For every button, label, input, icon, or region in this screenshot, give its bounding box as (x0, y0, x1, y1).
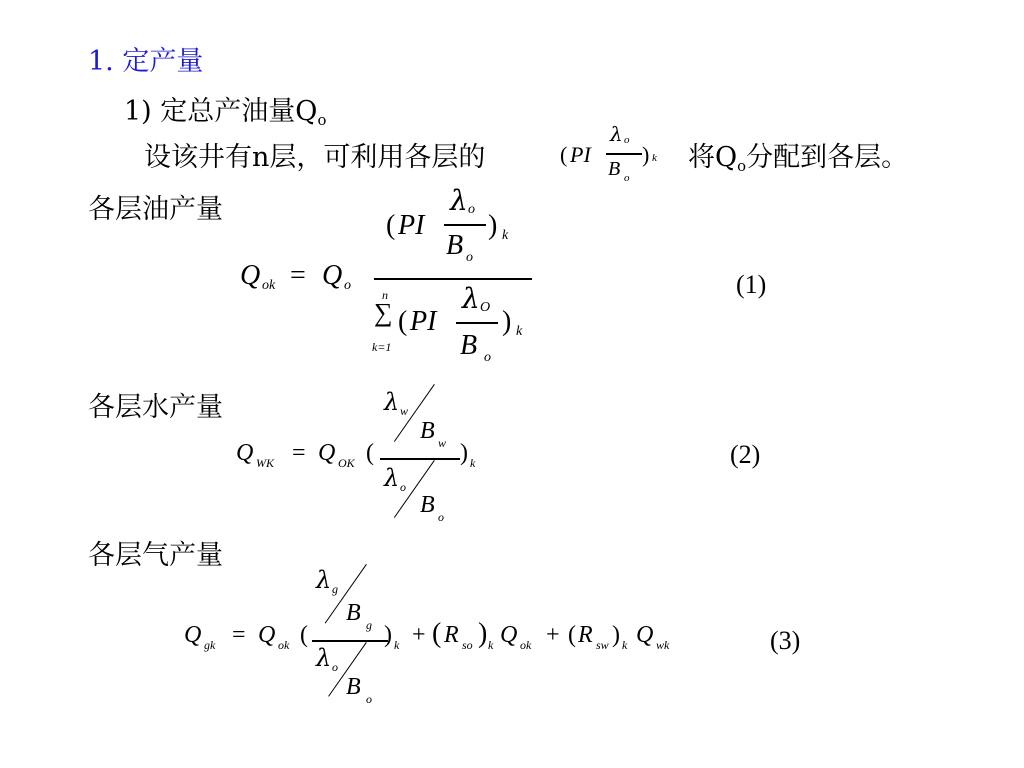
intro-suffix-text: 将Q (688, 142, 738, 173)
subscript: ok (262, 278, 276, 293)
subscript: o (484, 350, 491, 365)
b-symbol: B (420, 418, 435, 444)
lambda-symbol: λ (384, 464, 400, 492)
lambda-symbol: λ (316, 566, 332, 594)
subscript: OK (338, 456, 355, 470)
section-gas-label: 各层气产量 (88, 540, 223, 571)
b-symbol: B (446, 230, 464, 261)
main-fraction-bar (374, 278, 532, 280)
intro-suffix-subscript: o (737, 157, 747, 176)
sum-symbol: ∑ (374, 298, 393, 327)
subscript: ok (520, 638, 532, 652)
subscript: ok (278, 638, 290, 652)
intro-suffix-end: 分配到各层。 (746, 142, 909, 173)
lambda-symbol: λ (316, 644, 332, 672)
section-oil-label: 各层油产量 (88, 194, 223, 225)
q-symbol: Q (258, 622, 276, 648)
subscript: w (400, 404, 409, 418)
subscript: o (624, 172, 630, 184)
subscript: k (652, 152, 657, 164)
subscript: k (622, 638, 628, 652)
subscript: g (366, 618, 372, 632)
b-symbol: B (346, 600, 361, 626)
q-symbol: Q (240, 260, 261, 291)
subscript: k (502, 228, 509, 243)
lambda-symbol: λ (450, 184, 468, 217)
subscript: wk (656, 638, 670, 652)
q-symbol: Q (636, 622, 654, 648)
q-symbol: Q (322, 260, 343, 291)
subscript: k (488, 638, 494, 652)
subheading (124, 96, 326, 136)
lambda-symbol: λ (384, 388, 400, 416)
r-symbol: R (444, 622, 459, 648)
q-symbol: Q (318, 440, 336, 466)
subscript: k (516, 324, 523, 339)
q-symbol: Q (236, 440, 254, 466)
q-symbol: Q (500, 622, 518, 648)
equation-number-2: (2) (730, 440, 761, 469)
subscript: gk (204, 638, 216, 652)
subheading-subscript: o (317, 111, 327, 130)
pi-symbol: PI (570, 142, 591, 167)
subheading-text: 1) 定总产油量Q (124, 96, 318, 127)
subscript: WK (256, 456, 274, 470)
subscript: o (344, 278, 351, 293)
equation-water: Q WK = Q OK ( λ w B w λ o B o ) k (236, 382, 496, 522)
subscript: sw (596, 638, 609, 652)
fraction-bar (444, 224, 486, 226)
pi-symbol: PI (398, 210, 425, 241)
b-symbol: B (460, 330, 478, 361)
equation-oil: Q ok = Q o ( PI λ o B o ) k n ∑ k=1 ( PI λ O B o ) k (240, 180, 550, 370)
subscript: k (394, 638, 400, 652)
q-symbol: Q (184, 622, 202, 648)
subscript: w (438, 436, 447, 450)
intro-text: 设该井有n层，可利用各层的 (144, 142, 486, 173)
b-symbol: B (346, 674, 361, 700)
fraction-bar (456, 322, 498, 324)
intro-suffix (688, 142, 908, 182)
equation-number-1: (1) (736, 270, 767, 299)
subscript: o (400, 480, 406, 494)
subscript: o (466, 250, 473, 265)
lambda-symbol: λ (610, 122, 623, 146)
fraction-bar (606, 153, 642, 155)
subscript: o (468, 202, 475, 217)
main-fraction-bar (380, 458, 460, 460)
equation-number-3: (3) (770, 626, 801, 655)
lambda-symbol: λ (462, 282, 480, 315)
sum-upper-limit: n (382, 288, 388, 302)
subscript: O (480, 300, 491, 315)
section-water-label: 各层水产量 (88, 392, 223, 423)
subscript: so (462, 638, 473, 652)
subscript: o (332, 660, 338, 674)
subscript: k (470, 456, 476, 470)
subscript: g (332, 582, 338, 596)
r-symbol: R (578, 622, 593, 648)
subscript: o (438, 510, 444, 524)
b-symbol: B (608, 158, 621, 180)
main-fraction-bar (312, 640, 388, 642)
subscript: o (624, 134, 630, 146)
inline-pi-ratio-formula: ( PI λ o B o ) k (560, 122, 657, 184)
subscript: o (366, 692, 372, 706)
b-symbol: B (420, 492, 435, 518)
section-heading: 1. 定产量 (88, 46, 204, 77)
pi-symbol: PI (410, 306, 437, 337)
sum-lower-limit: k=1 (372, 340, 392, 354)
equation-gas: Q gk = Q ok ( λ g B g λ o B o ) k + ( R so ) k Q ok + ( R sw ) k Q wk (184, 566, 670, 706)
